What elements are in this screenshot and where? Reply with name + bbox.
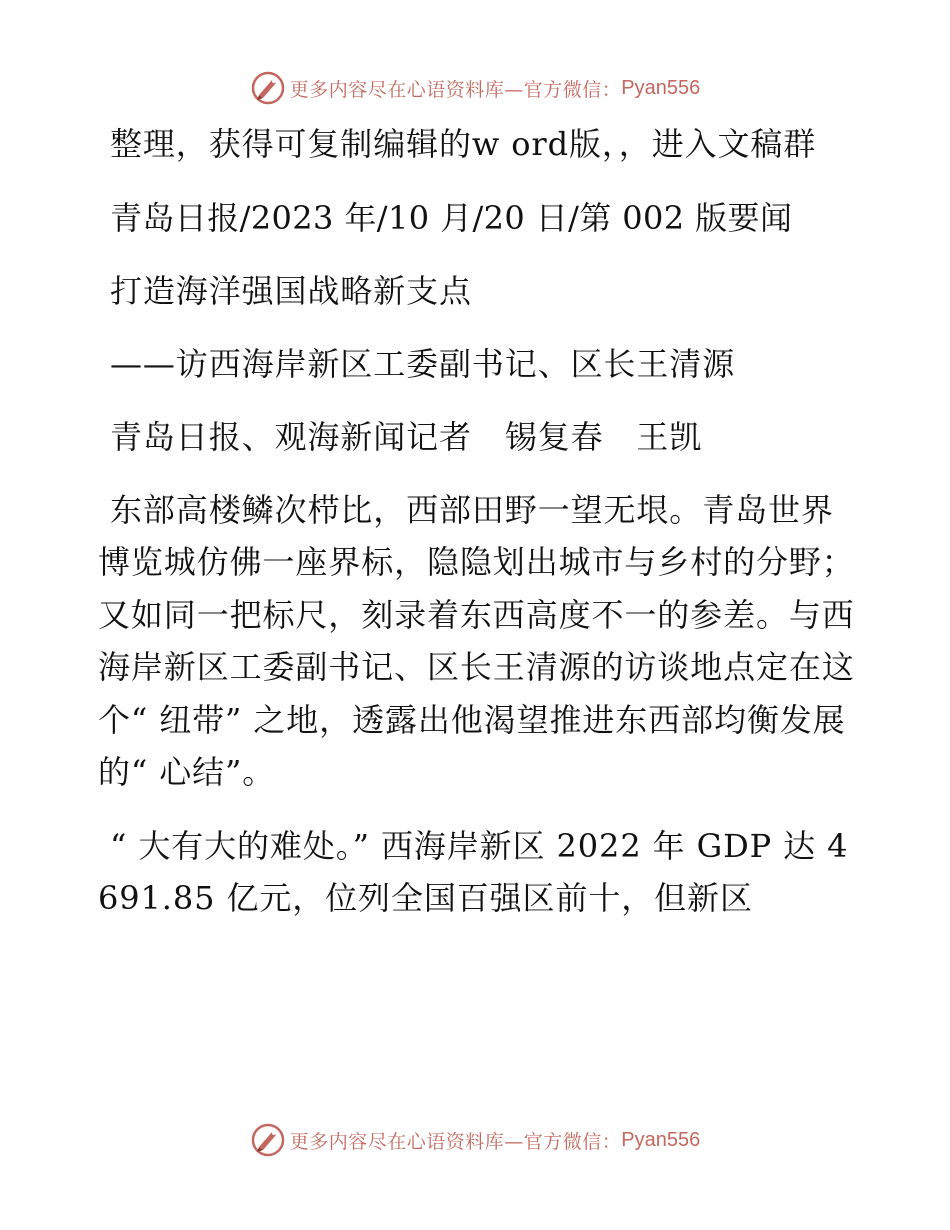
footer-banner-id: Pyan556: [621, 1128, 701, 1151]
pen-logo-icon: [250, 1122, 286, 1158]
body-paragraph: 东部高楼鳞次栉比，西部田野一望无垠。青岛世界博览城仿佛一座界标，隐隐划出城市与乡村的分野；又如同一把标尺，刻录着东西高度不一的参差。与西海岸新区工委副书记、区长王清源的访谈地点定在这个“ 纽带” 之地，透露出他渴望推进东西部均衡发展的“ 心结”。: [98, 490, 855, 791]
article-subtitle: ——访西海岸新区工委副书记、区长王清源: [110, 344, 736, 383]
header-banner-text: 更多内容尽在心语资料库—官方微信：: [289, 78, 622, 101]
byline: 青岛日报、观海新闻记者 锡复春 王凯: [110, 417, 703, 456]
header-watermark-banner: [0, 68, 950, 108]
header-banner-id: Pyan556: [621, 76, 701, 99]
footer-watermark-banner: [0, 1120, 950, 1160]
body-paragraph: “ 大有大的难处。” 西海岸新区 2022 年 GDP 达 4691.85 亿元，位列全国百强区前十，但新区: [98, 826, 849, 917]
publication-line: 青岛日报/2023 年/10 月/20 日/第 002 版要闻: [110, 198, 793, 237]
article-title: 打造海洋强国战略新支点: [110, 271, 472, 310]
intro-paragraph: 整理，获得可复制编辑的w ord版，，进入文稿群: [110, 125, 817, 163]
document-body: [98, 118, 858, 925]
pen-logo-icon: [250, 70, 286, 106]
footer-banner-text: 更多内容尽在心语资料库—官方微信：: [289, 1130, 622, 1153]
